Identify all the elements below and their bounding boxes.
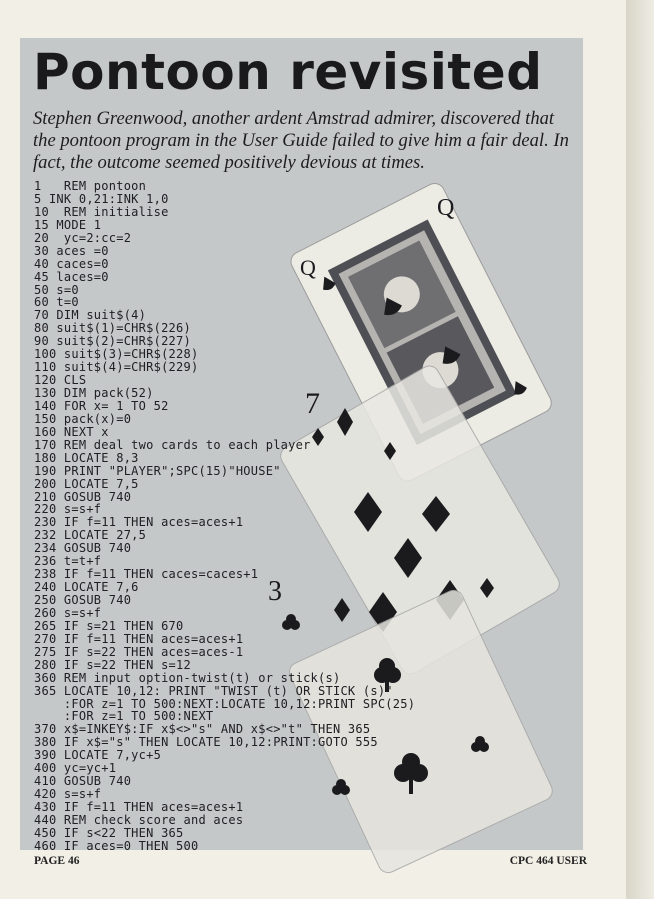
listing-line: 20 yc=2:cc=2 [34,230,132,245]
page-number: PAGE 46 [34,855,80,867]
listing-line: 110 suit$(4)=CHR$(229) [34,360,199,375]
listing-line: 265 IF s=21 THEN 670 [34,618,184,633]
listing-line: 270 IF f=11 THEN aces=aces+1 [34,631,244,646]
listing-line: 220 s=s+f [34,502,102,517]
listing-line: 70 DIM suit$(4) [34,308,147,323]
listing-line: 236 t=t+f [34,554,102,569]
listing-line: 10 REM initialise [34,204,169,219]
listing-line: 45 laces=0 [34,269,109,284]
listing-line: :FOR z=1 TO 500:NEXT:LOCATE 10,12:PRINT SPC(25) [34,696,416,711]
seven-rank: 7 [305,387,320,420]
listing-line: 250 GOSUB 740 [34,593,132,607]
queen-rank-side: Q [300,255,316,280]
listing-line: :FOR z=1 TO 500:NEXT [34,709,214,724]
listing-line: 120 CLS [34,373,87,388]
listing-line: 15 MODE 1 [34,217,102,232]
listing-line: 170 REM deal two cards to each player [34,437,311,452]
listing-line: 50 s=0 [34,282,79,297]
listing-line: 100 suit$(3)=CHR$(228) [34,347,199,362]
listing-line: 180 LOCATE 8,3 [34,450,139,465]
listing-line: 234 GOSUB 740 [34,541,132,556]
listing-line: 200 LOCATE 7,5 [34,476,139,491]
listing-line: 460 IF aces=0 THEN 500 [34,838,199,853]
basic-program-listing [34,180,454,853]
three-rank: 3 [268,576,282,607]
article-title: Pontoon revisited [33,43,543,101]
listing-line: 370 x$=INKEY$:IF x$<>"s" AND x$<>"t" THEN 365 [34,722,371,737]
listing-line: 190 PRINT "PLAYER";SPC(15)"HOUSE" [34,463,281,478]
queen-rank-top: Q [437,195,455,221]
listing-line: 420 s=s+f [34,787,102,802]
listing-line: 280 IF s=22 THEN s=12 [34,657,191,672]
listing-line: 130 DIM pack(52) [34,386,154,400]
listing-line: 210 GOSUB 740 [34,489,132,504]
listing-line: 160 NEXT x [34,424,109,439]
listing-line: 240 LOCATE 7,6 [34,580,139,595]
listing-line: 440 REM check score and aces [34,812,244,827]
listing-line: 60 t=0 [34,295,79,310]
listing-line: 260 s=s+f [34,605,102,620]
listing-line: 450 IF s<22 THEN 365 [34,825,184,840]
listing-line: 275 IF s=22 THEN aces=aces-1 [34,644,244,659]
listing-line: 80 suit$(1)=CHR$(226) [34,321,191,336]
listing-line: 365 LOCATE 10,12: PRINT "TWIST (t) OR STICK (s)" [34,683,393,698]
magazine-name: CPC 464 USER [509,855,587,867]
listing-line: 390 LOCATE 7,yc+5 [34,748,162,763]
listing-line: 5 INK 0,21:INK 1,0 [34,191,169,206]
listing-line: 232 LOCATE 27,5 [34,528,147,543]
listing-line: 430 IF f=11 THEN aces=aces+1 [34,800,244,814]
listing-line: 90 suit$(2)=CHR$(227) [34,334,191,349]
listing-line: 410 GOSUB 740 [34,774,132,789]
listing-line: 238 IF f=11 THEN caces=caces+1 [34,567,259,582]
listing-line: 400 yc=yc+1 [34,761,117,776]
article-intro: Stephen Greenwood, another ardent Amstrad admirer, discovered that the pontoon program in the User Guide failed to give him a fair deal. In fact, the outcome seemed positively devious at times. [33,108,569,173]
listing-line: 30 aces =0 [34,243,109,258]
listing-line: 1 REM pontoon [34,179,147,193]
listing-line: 150 pack(x)=0 [34,411,132,426]
listing-line: 360 REM input option-twist(t) or stick(s) [34,670,341,685]
listing-line: 380 IF x$="s" THEN LOCATE 10,12:PRINT:GOTO 555 [34,735,378,750]
listing-line: 140 FOR x= 1 TO 52 [34,398,169,413]
listing-line: 40 caces=0 [34,256,109,271]
listing-line: 230 IF f=11 THEN aces=aces+1 [34,515,244,530]
